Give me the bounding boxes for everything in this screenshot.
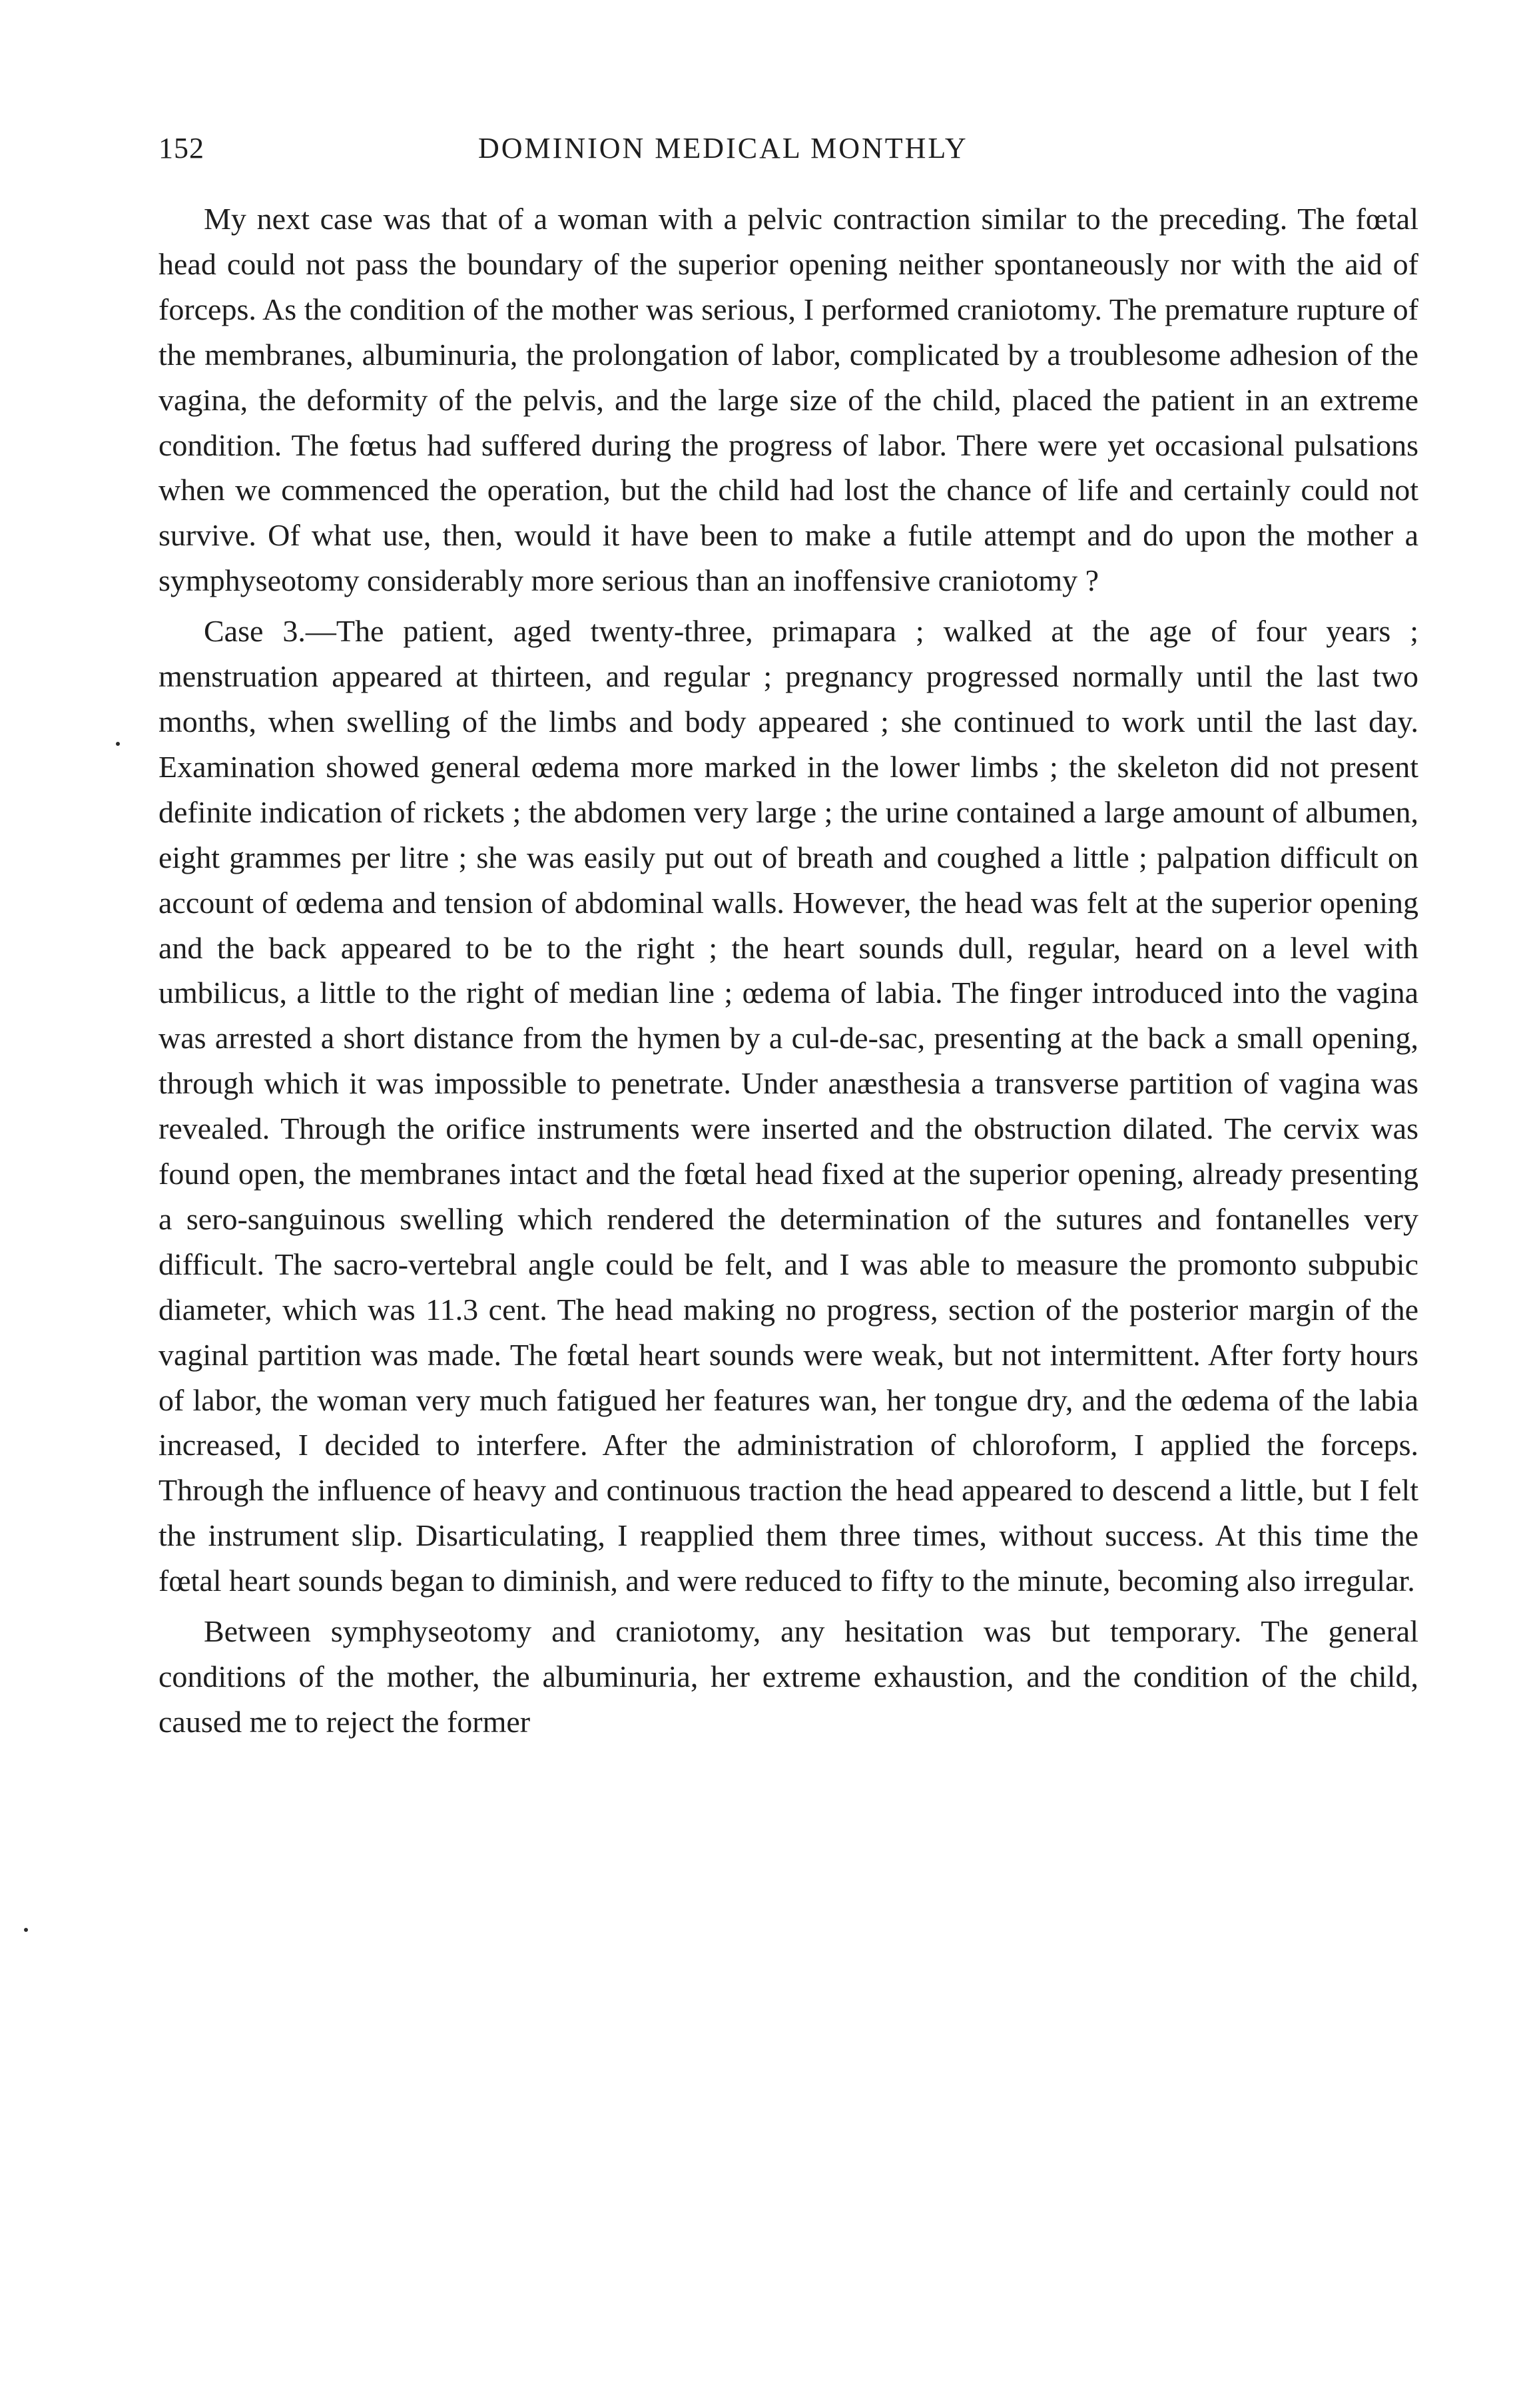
stray-ink-dot — [24, 1928, 28, 1932]
running-head: DOMINION MEDICAL MONTHLY — [478, 132, 968, 164]
stray-ink-dot — [116, 742, 120, 746]
body-text — [158, 196, 1418, 1745]
paragraph-previous-case: My next case was that of a woman with a pelvic contraction similar to the preceding. The fœtal head could not pass the boundary of the superior opening neither spontaneously nor with the aid of forceps. As the condition of the mother was serious, I performed craniotomy. The premature rupture of the membranes, albuminuria, the prolongation of labor, complicated by a troublesome adhesion of the vagina, the deformity of the pelvis, and the large size of the child, placed the patient in an extreme condition. The fœtus had suffered during the progress of labor. There were yet occasional pulsations when we commenced the operation, but the child had lost the chance of life and certainly could not survive. Of what use, then, would it have been to make a futile attempt and do upon the mother a symphyseotomy considerably more serious than an inoffensive craniotomy ? — [158, 202, 1418, 598]
paragraph-case-3: Case 3.—The patient, aged twenty-three, primapara ; walked at the age of four years ; menstruation appeared at thirteen, and regular ; pregnancy progressed normally until the last two months, when swelling of the limbs and body appeared ; she continued to work until the last day. Examination showed general œdema more marked in the lower limbs ; the skeleton did not present definite indication of rickets ; the abdomen very large ; the urine contained a large amount of albumen, eight grammes per litre ; she was easily put out of breath and coughed a little ; palpation difficult on account of œdema and tension of abdominal walls. However, the head was felt at the superior opening and the back appeared to be to the right ; the heart sounds dull, regular, heard on a level with umbilicus, a little to the right of median line ; œdema of labia. The finger introduced into the vagina was arrested a short distance from the hymen by a cul-de-sac, presenting at the back a small opening, through which it was impossible to penetrate. Under anæsthesia a transverse partition of vagina was revealed. Through the orifice instruments were inserted and the obstruction dilated. The cervix was found open, the membranes intact and the fœtal head fixed at the superior opening, already presenting a sero-sanguinous swelling which rendered the determination of the sutures and fontanelles very difficult. The sacro-vertebral angle could be felt, and I was able to measure the promonto subpubic diameter, which was 11.3 cent. The head making no progress, section of the posterior margin of the vaginal partition was made. The fœtal heart sounds were weak, but not intermittent. After forty hours of labor, the woman very much fatigued her features wan, her tongue dry, and the œdema of the labia increased, I decided to interfere. After the administration of chloroform, I applied the forceps. Through the influence of heavy and continuous traction the head appeared to descend a little, but I felt the instrument slip. Disarticulating, I reapplied them three times, without success. At this time the fœtal heart sounds began to diminish, and were reduced to fifty to the minute, becoming also irregular. — [158, 614, 1418, 1598]
page-number: 152 — [158, 132, 204, 164]
paragraph-decision: Between symphyseotomy and craniotomy, any hesitation was but temporary. The general conditions of the mother, the albuminuria, her extreme exhaustion, and the condition of the child, caused me to reject the former — [158, 1614, 1418, 1739]
